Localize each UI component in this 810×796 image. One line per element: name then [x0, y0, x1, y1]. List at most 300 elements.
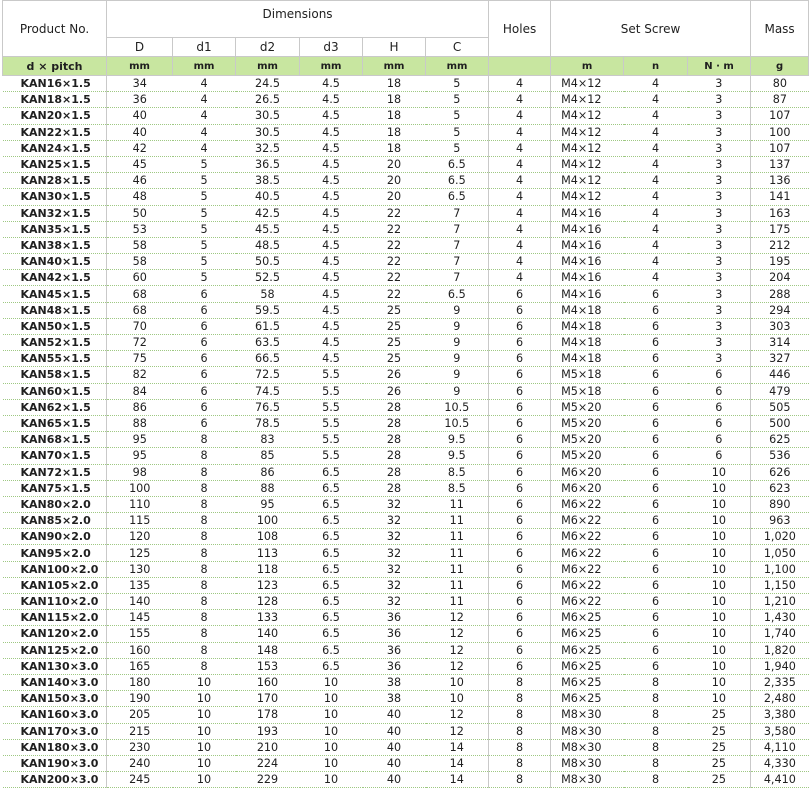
h-cell: 28 [363, 415, 426, 431]
screw-n-cell: 8 [624, 707, 688, 723]
torque-cell: 25 [688, 772, 751, 788]
c-cell: 14 [426, 772, 489, 788]
d3-cell: 5.5 [300, 367, 363, 383]
mass-cell: 163 [751, 205, 809, 221]
d1-cell: 10 [173, 772, 236, 788]
table-row [3, 124, 809, 140]
table-row [3, 772, 809, 788]
h-cell: 32 [363, 577, 426, 593]
table-body [3, 76, 809, 788]
h-cell: 32 [363, 513, 426, 529]
screw-m-cell: M4×16 [551, 254, 624, 270]
d1-cell: 8 [173, 658, 236, 674]
c-cell: 8.5 [426, 464, 489, 480]
screw-m-cell: M6×25 [551, 642, 624, 658]
c-cell: 10 [426, 691, 489, 707]
screw-m-cell: M6×22 [551, 513, 624, 529]
d2-cell: 38.5 [236, 173, 300, 189]
c-cell: 12 [426, 642, 489, 658]
table-row [3, 610, 809, 626]
c-cell: 6.5 [426, 156, 489, 172]
holes-cell: 6 [489, 610, 551, 626]
d-cell: 72 [107, 335, 173, 351]
dim-header-d1: d1 [173, 38, 236, 57]
h-cell: 28 [363, 448, 426, 464]
screw-m-cell: M4×12 [551, 108, 624, 124]
d1-cell: 8 [173, 432, 236, 448]
c-cell: 12 [426, 610, 489, 626]
holes-cell: 6 [489, 351, 551, 367]
d2-cell: 66.5 [236, 351, 300, 367]
screw-m-cell: M5×18 [551, 367, 624, 383]
mass-cell: 4,330 [751, 755, 809, 771]
d3-cell: 4.5 [300, 156, 363, 172]
product-no-header: Product No. [3, 1, 107, 57]
torque-cell: 10 [688, 594, 751, 610]
screw-col-torque: N · m [688, 57, 751, 76]
d-cell: 115 [107, 513, 173, 529]
d2-cell: 160 [236, 674, 300, 690]
mass-cell: 479 [751, 383, 809, 399]
d3-cell: 6.5 [300, 610, 363, 626]
product-no-cell: KAN95×2.0 [3, 545, 107, 561]
d-cell: 53 [107, 221, 173, 237]
table-row [3, 173, 809, 189]
holes-cell: 4 [489, 221, 551, 237]
screw-n-cell: 6 [624, 318, 688, 334]
torque-cell: 25 [688, 707, 751, 723]
d3-cell: 4.5 [300, 124, 363, 140]
h-cell: 40 [363, 772, 426, 788]
screw-n-cell: 6 [624, 626, 688, 642]
d2-cell: 74.5 [236, 383, 300, 399]
c-cell: 12 [426, 626, 489, 642]
torque-cell: 3 [688, 221, 751, 237]
torque-cell: 10 [688, 529, 751, 545]
screw-n-cell: 6 [624, 577, 688, 593]
d3-cell: 5.5 [300, 383, 363, 399]
holes-cell: 4 [489, 205, 551, 221]
product-no-cell: KAN32×1.5 [3, 205, 107, 221]
screw-m-cell: M4×16 [551, 270, 624, 286]
holes-cell: 6 [489, 335, 551, 351]
c-cell: 5 [426, 140, 489, 156]
screw-n-cell: 6 [624, 513, 688, 529]
screw-n-cell: 4 [624, 205, 688, 221]
d1-cell: 8 [173, 577, 236, 593]
screw-m-cell: M6×22 [551, 529, 624, 545]
table-row [3, 302, 809, 318]
screw-n-cell: 8 [624, 674, 688, 690]
d-cell: 42 [107, 140, 173, 156]
screw-m-cell: M5×20 [551, 432, 624, 448]
c-cell: 8.5 [426, 480, 489, 496]
mass-cell: 87 [751, 92, 809, 108]
product-no-cell: KAN30×1.5 [3, 189, 107, 205]
mass-cell: 327 [751, 351, 809, 367]
torque-cell: 3 [688, 76, 751, 92]
d-cell: 45 [107, 156, 173, 172]
mass-cell: 141 [751, 189, 809, 205]
d2-cell: 24.5 [236, 76, 300, 92]
c-cell: 9 [426, 383, 489, 399]
holes-cell: 6 [489, 561, 551, 577]
c-cell: 11 [426, 529, 489, 545]
mass-cell: 625 [751, 432, 809, 448]
mass-cell: 500 [751, 415, 809, 431]
unit-label: mm [363, 57, 426, 76]
torque-cell: 6 [688, 432, 751, 448]
c-cell: 7 [426, 205, 489, 221]
d3-cell: 4.5 [300, 318, 363, 334]
h-cell: 28 [363, 399, 426, 415]
d3-cell: 4.5 [300, 140, 363, 156]
torque-cell: 10 [688, 674, 751, 690]
holes-cell: 4 [489, 124, 551, 140]
holes-cell: 4 [489, 173, 551, 189]
product-no-cell: KAN18×1.5 [3, 92, 107, 108]
product-no-cell: KAN85×2.0 [3, 513, 107, 529]
table-row [3, 432, 809, 448]
screw-m-cell: M4×12 [551, 140, 624, 156]
h-cell: 18 [363, 140, 426, 156]
holes-cell: 6 [489, 642, 551, 658]
product-no-cell: KAN50×1.5 [3, 318, 107, 334]
screw-m-cell: M4×18 [551, 318, 624, 334]
mass-cell: 204 [751, 270, 809, 286]
mass-cell: 100 [751, 124, 809, 140]
d2-cell: 78.5 [236, 415, 300, 431]
d2-cell: 36.5 [236, 156, 300, 172]
d-cell: 95 [107, 448, 173, 464]
screw-n-cell: 6 [624, 367, 688, 383]
table-row [3, 480, 809, 496]
d3-cell: 6.5 [300, 464, 363, 480]
d2-cell: 140 [236, 626, 300, 642]
mass-cell: 3,580 [751, 723, 809, 739]
h-cell: 20 [363, 156, 426, 172]
holes-cell: 6 [489, 480, 551, 496]
d-cell: 145 [107, 610, 173, 626]
torque-cell: 6 [688, 399, 751, 415]
holes-cell: 6 [489, 545, 551, 561]
c-cell: 6.5 [426, 173, 489, 189]
product-no-cell: KAN115×2.0 [3, 610, 107, 626]
screw-m-cell: M6×22 [551, 594, 624, 610]
product-no-cell: KAN35×1.5 [3, 221, 107, 237]
screw-m-cell: M4×16 [551, 237, 624, 253]
table-row [3, 561, 809, 577]
d3-cell: 6.5 [300, 594, 363, 610]
d-cell: 70 [107, 318, 173, 334]
h-cell: 36 [363, 642, 426, 658]
screw-n-cell: 6 [624, 658, 688, 674]
table-row [3, 496, 809, 512]
table-row [3, 76, 809, 92]
d1-cell: 5 [173, 189, 236, 205]
d-cell: 88 [107, 415, 173, 431]
table-row [3, 399, 809, 415]
screw-col-n: n [624, 57, 688, 76]
c-cell: 7 [426, 254, 489, 270]
torque-cell: 10 [688, 658, 751, 674]
table-row [3, 335, 809, 351]
d1-cell: 6 [173, 399, 236, 415]
table-row [3, 723, 809, 739]
set-screw-header: Set Screw [551, 1, 751, 57]
unit-label: mm [107, 57, 173, 76]
mass-cell: 195 [751, 254, 809, 270]
h-cell: 38 [363, 691, 426, 707]
mass-cell: 314 [751, 335, 809, 351]
screw-n-cell: 4 [624, 237, 688, 253]
mass-cell: 1,020 [751, 529, 809, 545]
mass-cell: 136 [751, 173, 809, 189]
d1-cell: 4 [173, 76, 236, 92]
d3-cell: 4.5 [300, 254, 363, 270]
holes-cell: 6 [489, 529, 551, 545]
table-row [3, 658, 809, 674]
screw-n-cell: 6 [624, 286, 688, 302]
mass-cell: 1,430 [751, 610, 809, 626]
d2-cell: 108 [236, 529, 300, 545]
product-no-cell: KAN190×3.0 [3, 755, 107, 771]
screw-n-cell: 4 [624, 173, 688, 189]
holes-header: Holes [489, 1, 551, 57]
d1-cell: 5 [173, 205, 236, 221]
holes-cell: 8 [489, 755, 551, 771]
h-cell: 22 [363, 205, 426, 221]
d2-cell: 193 [236, 723, 300, 739]
d1-cell: 6 [173, 286, 236, 302]
d3-cell: 4.5 [300, 108, 363, 124]
dim-header-h: H [363, 38, 426, 57]
screw-col-m: m [551, 57, 624, 76]
torque-cell: 6 [688, 415, 751, 431]
torque-cell: 10 [688, 513, 751, 529]
d1-cell: 6 [173, 415, 236, 431]
d2-cell: 210 [236, 739, 300, 755]
d2-cell: 123 [236, 577, 300, 593]
holes-cell: 6 [489, 496, 551, 512]
d1-cell: 8 [173, 642, 236, 658]
dim-header-c: C [426, 38, 489, 57]
torque-cell: 10 [688, 610, 751, 626]
product-no-cell: KAN22×1.5 [3, 124, 107, 140]
h-cell: 22 [363, 254, 426, 270]
screw-n-cell: 4 [624, 124, 688, 140]
table-row [3, 642, 809, 658]
d3-cell: 6.5 [300, 545, 363, 561]
screw-m-cell: M6×22 [551, 496, 624, 512]
product-no-cell: KAN58×1.5 [3, 367, 107, 383]
product-no-cell: KAN100×2.0 [3, 561, 107, 577]
d-cell: 120 [107, 529, 173, 545]
table-row [3, 221, 809, 237]
d2-cell: 52.5 [236, 270, 300, 286]
dimensions-header: Dimensions [107, 1, 489, 38]
h-cell: 22 [363, 237, 426, 253]
d-cell: 58 [107, 254, 173, 270]
d1-cell: 5 [173, 270, 236, 286]
product-no-cell: KAN80×2.0 [3, 496, 107, 512]
mass-cell: 80 [751, 76, 809, 92]
h-cell: 32 [363, 561, 426, 577]
d3-cell: 5.5 [300, 415, 363, 431]
product-no-cell: KAN62×1.5 [3, 399, 107, 415]
d2-cell: 128 [236, 594, 300, 610]
c-cell: 12 [426, 723, 489, 739]
d2-cell: 30.5 [236, 108, 300, 124]
h-cell: 20 [363, 173, 426, 189]
screw-n-cell: 6 [624, 610, 688, 626]
unit-row [3, 57, 809, 76]
holes-cell: 6 [489, 383, 551, 399]
product-no-cell: KAN160×3.0 [3, 707, 107, 723]
torque-cell: 3 [688, 92, 751, 108]
holes-cell: 4 [489, 92, 551, 108]
d1-cell: 5 [173, 156, 236, 172]
d-cell: 180 [107, 674, 173, 690]
d3-cell: 6.5 [300, 577, 363, 593]
d-cell: 68 [107, 286, 173, 302]
d1-cell: 5 [173, 221, 236, 237]
d1-cell: 4 [173, 108, 236, 124]
c-cell: 5 [426, 92, 489, 108]
dim-header-d: D [107, 38, 173, 57]
torque-cell: 10 [688, 691, 751, 707]
holes-cell: 8 [489, 772, 551, 788]
h-cell: 25 [363, 318, 426, 334]
mass-cell: 626 [751, 464, 809, 480]
torque-cell: 25 [688, 723, 751, 739]
holes-cell: 6 [489, 318, 551, 334]
d1-cell: 8 [173, 529, 236, 545]
d-cell: 60 [107, 270, 173, 286]
product-no-cell: KAN16×1.5 [3, 76, 107, 92]
d3-cell: 4.5 [300, 189, 363, 205]
d-cell: 230 [107, 739, 173, 755]
holes-cell: 6 [489, 626, 551, 642]
mass-unit: g [751, 57, 809, 76]
torque-cell: 3 [688, 302, 751, 318]
d2-cell: 72.5 [236, 367, 300, 383]
c-cell: 6.5 [426, 286, 489, 302]
table-row [3, 237, 809, 253]
torque-cell: 6 [688, 448, 751, 464]
d2-cell: 178 [236, 707, 300, 723]
screw-m-cell: M6×20 [551, 480, 624, 496]
d2-cell: 118 [236, 561, 300, 577]
product-no-cell: KAN20×1.5 [3, 108, 107, 124]
screw-n-cell: 4 [624, 270, 688, 286]
product-no-cell: KAN48×1.5 [3, 302, 107, 318]
d-cell: 190 [107, 691, 173, 707]
d1-cell: 8 [173, 561, 236, 577]
d2-cell: 133 [236, 610, 300, 626]
d3-cell: 4.5 [300, 221, 363, 237]
h-cell: 20 [363, 189, 426, 205]
unit-label: mm [300, 57, 363, 76]
table-row [3, 577, 809, 593]
screw-n-cell: 6 [624, 351, 688, 367]
d2-cell: 100 [236, 513, 300, 529]
screw-n-cell: 6 [624, 302, 688, 318]
h-cell: 36 [363, 610, 426, 626]
d2-cell: 95 [236, 496, 300, 512]
unit-label: mm [426, 57, 489, 76]
torque-cell: 10 [688, 642, 751, 658]
screw-n-cell: 4 [624, 221, 688, 237]
product-no-cell: KAN60×1.5 [3, 383, 107, 399]
c-cell: 9 [426, 351, 489, 367]
d3-cell: 6.5 [300, 658, 363, 674]
product-no-cell: KAN180×3.0 [3, 739, 107, 755]
d3-cell: 6.5 [300, 561, 363, 577]
d3-cell: 4.5 [300, 335, 363, 351]
mass-cell: 107 [751, 140, 809, 156]
d3-cell: 4.5 [300, 205, 363, 221]
d-cell: 205 [107, 707, 173, 723]
table-row [3, 205, 809, 221]
d-cell: 40 [107, 108, 173, 124]
h-cell: 25 [363, 351, 426, 367]
screw-m-cell: M4×18 [551, 335, 624, 351]
screw-n-cell: 8 [624, 723, 688, 739]
screw-m-cell: M8×30 [551, 755, 624, 771]
d2-cell: 63.5 [236, 335, 300, 351]
d3-cell: 4.5 [300, 302, 363, 318]
torque-cell: 10 [688, 545, 751, 561]
product-no-cell: KAN38×1.5 [3, 237, 107, 253]
screw-m-cell: M4×12 [551, 76, 624, 92]
c-cell: 7 [426, 221, 489, 237]
d2-cell: 170 [236, 691, 300, 707]
mass-cell: 505 [751, 399, 809, 415]
c-cell: 7 [426, 237, 489, 253]
holes-cell: 4 [489, 156, 551, 172]
screw-m-cell: M4×16 [551, 205, 624, 221]
screw-m-cell: M6×22 [551, 561, 624, 577]
product-no-cell: KAN130×3.0 [3, 658, 107, 674]
torque-cell: 10 [688, 480, 751, 496]
d3-cell: 5.5 [300, 399, 363, 415]
mass-cell: 1,740 [751, 626, 809, 642]
torque-cell: 3 [688, 318, 751, 334]
screw-n-cell: 4 [624, 156, 688, 172]
mass-cell: 1,820 [751, 642, 809, 658]
table-row [3, 108, 809, 124]
table-row [3, 545, 809, 561]
d2-cell: 229 [236, 772, 300, 788]
d3-cell: 6.5 [300, 513, 363, 529]
d-cell: 34 [107, 76, 173, 92]
torque-cell: 3 [688, 286, 751, 302]
screw-n-cell: 6 [624, 594, 688, 610]
mass-cell: 4,410 [751, 772, 809, 788]
holes-cell: 8 [489, 674, 551, 690]
table-row [3, 156, 809, 172]
d2-cell: 32.5 [236, 140, 300, 156]
holes-cell: 8 [489, 707, 551, 723]
d1-cell: 6 [173, 302, 236, 318]
screw-m-cell: M8×30 [551, 723, 624, 739]
c-cell: 5 [426, 76, 489, 92]
d1-cell: 8 [173, 610, 236, 626]
screw-m-cell: M4×12 [551, 156, 624, 172]
torque-cell: 3 [688, 237, 751, 253]
d1-cell: 8 [173, 594, 236, 610]
